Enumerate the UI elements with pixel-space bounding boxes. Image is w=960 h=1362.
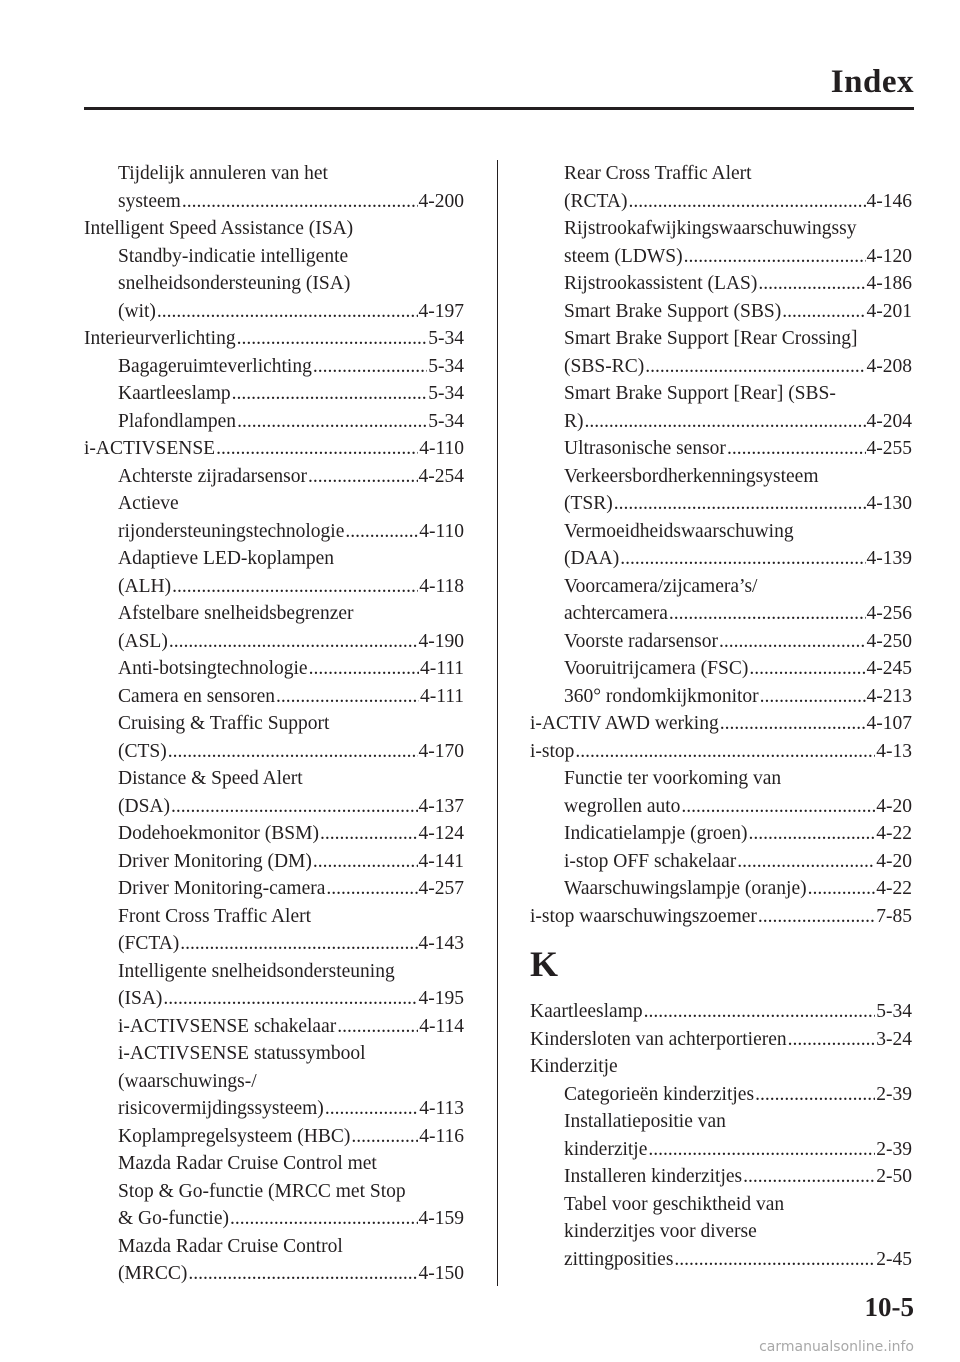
index-subentry [84, 353, 464, 381]
page-reference: 4-200 [418, 190, 464, 212]
page-reference: 4-22 [876, 878, 912, 899]
entry-text: Afstelbare snelheidsbegrenzer [118, 603, 354, 624]
entry-text: Mazda Radar Cruise Control [118, 1235, 343, 1257]
watermark: carmanualsonline.info [759, 1339, 914, 1355]
page-reference: 4-120 [866, 245, 912, 267]
dot-leader [737, 848, 875, 876]
dot-leader [628, 188, 865, 216]
page-number: 10-5 [864, 1292, 914, 1322]
dot-leader [575, 738, 875, 766]
page-reference: 5-34 [876, 1001, 912, 1022]
entry-text: Waarschuwingslampje (oranje) [564, 878, 807, 899]
entry-text: i-stop OFF schakelaar [564, 850, 737, 872]
entry-text: achtercamera [564, 603, 668, 624]
entry-text: i-stop waarschuwingszoemer [530, 905, 757, 927]
index-subentry [84, 930, 464, 958]
index-subentry [530, 408, 912, 436]
entry-text: i-ACTIVSENSE statussymbool [118, 1043, 366, 1064]
entry-text: Voorcamera/zijcamera’s/ [564, 575, 758, 597]
page-reference: 4-256 [866, 603, 912, 624]
index-subentry [530, 765, 912, 793]
page-reference: 5-34 [428, 355, 464, 377]
index-entry [84, 215, 464, 243]
index-subentry [84, 738, 464, 766]
page-reference: 7-85 [876, 905, 912, 927]
index-subentry [530, 298, 912, 326]
index-subentry [84, 765, 464, 793]
index-subentry [530, 188, 912, 216]
index-subentry [530, 463, 912, 491]
dot-leader [276, 683, 419, 711]
index-subentry [530, 628, 912, 656]
entry-text: Mazda Radar Cruise Control met [118, 1153, 377, 1174]
page-reference: 4-114 [419, 1015, 464, 1037]
dot-leader [171, 793, 418, 821]
dot-leader [644, 998, 876, 1026]
index-entry [530, 710, 912, 738]
index-subentry [84, 1260, 464, 1288]
page-reference: 4-159 [418, 1208, 464, 1229]
entry-text: Functie ter voorkoming van [564, 768, 782, 789]
index-subentry [84, 710, 464, 738]
entry-text: 360° rondomkijkmonitor [564, 685, 759, 707]
dot-leader [180, 930, 417, 958]
page-reference: 4-118 [419, 575, 464, 597]
entry-text: snelheidsondersteuning (ISA) [118, 273, 351, 294]
index-subentry [84, 1233, 464, 1261]
entry-text: Installeren kinderzitjes [564, 1166, 743, 1187]
dot-leader [620, 545, 865, 573]
page-reference: 4-20 [876, 850, 912, 872]
entry-text: Smart Brake Support (SBS) [564, 300, 782, 322]
page-reference: 4-141 [418, 850, 464, 872]
page-reference: 4-111 [419, 658, 464, 679]
index-subentry [530, 325, 912, 353]
entry-text: wegrollen auto [564, 795, 681, 817]
page-reference: 4-250 [866, 630, 912, 652]
dot-leader [788, 1026, 876, 1054]
index-entry [530, 998, 912, 1026]
entry-text: Plafondlampen [118, 410, 237, 432]
page-reference: 5-34 [428, 410, 464, 432]
dot-leader [755, 1081, 875, 1109]
entry-text: Kinderzitje [530, 1056, 618, 1077]
index-subentry [84, 270, 464, 298]
page-reference: 4-130 [866, 493, 912, 514]
dot-leader [674, 1246, 875, 1274]
page-reference: 4-208 [866, 355, 912, 377]
index-subentry [84, 793, 464, 821]
index-subentry [84, 380, 464, 408]
page-reference: 4-190 [418, 630, 464, 652]
dot-leader [313, 353, 427, 381]
index-subentry [84, 518, 464, 546]
entry-text: Installatiepositie van [564, 1111, 726, 1132]
entry-text: Rear Cross Traffic Alert [564, 163, 752, 184]
page-reference: 4-124 [418, 823, 464, 844]
column-divider [497, 160, 498, 1286]
entry-text: Kaartleeslamp [118, 383, 231, 404]
entry-text: Camera en sensoren [118, 685, 276, 707]
page-reference: 4-146 [866, 190, 912, 212]
entry-text: (FCTA) [118, 933, 180, 954]
index-subentry [84, 1150, 464, 1178]
entry-text: Distance & Speed Alert [118, 768, 303, 789]
page-reference: 4-111 [419, 685, 464, 707]
page-reference: 4-195 [418, 988, 464, 1009]
dot-leader [758, 270, 865, 298]
dot-leader [237, 325, 428, 353]
page-reference: 3-24 [876, 1028, 912, 1050]
page-reference: 4-13 [876, 740, 912, 762]
entry-text: Ultrasonische sensor [564, 438, 726, 459]
index-group-i-continued [530, 160, 912, 930]
page-reference: 2-39 [876, 1083, 912, 1105]
index-subentry [530, 1108, 912, 1136]
entry-text: Front Cross Traffic Alert [118, 905, 312, 927]
entry-text: Standby-indicatie intelligente [118, 245, 349, 267]
page-reference: 5-34 [428, 383, 464, 404]
entry-text: R) [564, 410, 584, 432]
entry-text: systeem [118, 190, 181, 212]
page-reference: 4-197 [418, 300, 464, 322]
index-subentry [530, 270, 912, 298]
entry-text: i-ACTIV AWD werking [530, 713, 719, 734]
index-subentry [84, 903, 464, 931]
page-reference: 4-22 [876, 823, 912, 844]
dot-leader [232, 380, 428, 408]
entry-text: Anti-botsingtechnologie [118, 658, 308, 679]
dot-leader [182, 188, 418, 216]
header-rule [84, 107, 914, 110]
entry-text: (wit) [118, 300, 156, 322]
entry-text: i-ACTIVSENSE schakelaar [118, 1015, 337, 1037]
entry-text: Achterste zijradarsensor [118, 465, 307, 487]
index-subentry [84, 1040, 464, 1068]
index-subentry [530, 1191, 912, 1219]
entry-text: steem (LDWS) [564, 245, 683, 267]
entry-text: (ISA) [118, 988, 163, 1009]
index-subentry [530, 655, 912, 683]
entry-text: (DSA) [118, 795, 170, 817]
index-subentry [530, 215, 912, 243]
entry-text: kinderzitjes voor diverse [564, 1221, 757, 1242]
dot-leader [808, 875, 876, 903]
index-column-left [84, 160, 464, 1288]
section-letter: K [530, 944, 559, 984]
entry-text: Indicatielampje (groen) [564, 823, 748, 844]
index-subentry [530, 683, 912, 711]
index-subentry [84, 545, 464, 573]
page-reference: 4-113 [419, 1098, 464, 1119]
entry-text: Adaptieve LED-koplampen [118, 548, 335, 569]
entry-text: Driver Monitoring-camera [118, 878, 326, 899]
entry-text: (RCTA) [564, 190, 628, 212]
page-reference: 4-204 [866, 410, 912, 432]
entry-text: zittingposities [564, 1248, 674, 1270]
index-subentry [84, 160, 464, 188]
index-entry [530, 1053, 912, 1081]
index-subentry [84, 628, 464, 656]
entry-text: Tijdelijk annuleren van het [118, 163, 328, 184]
index-subentry [84, 490, 464, 518]
index-subentry [530, 820, 912, 848]
page-reference: 4-107 [866, 713, 912, 734]
entry-text: Tabel voor geschiktheid van [564, 1193, 785, 1215]
dot-leader [230, 1205, 417, 1233]
entry-text: i-ACTIVSENSE [84, 438, 216, 459]
entry-text: (CTS) [118, 740, 167, 762]
dot-leader [648, 1136, 875, 1164]
entry-text: (DAA) [564, 548, 620, 569]
dot-leader [758, 903, 875, 931]
entry-text: Categorieën kinderzitjes [564, 1083, 755, 1105]
entry-text: (ASL) [118, 630, 168, 652]
index-entry [84, 325, 464, 353]
dot-leader [669, 600, 866, 628]
page-reference: 4-110 [419, 520, 464, 542]
index-subentry [530, 545, 912, 573]
index-subentry [84, 1205, 464, 1233]
index-subentry [530, 518, 912, 546]
page-reference: 2-39 [876, 1138, 912, 1160]
entry-text: Voorste radarsensor [564, 630, 718, 652]
index-subentry [84, 875, 464, 903]
index-subentry [84, 958, 464, 986]
dot-leader [326, 875, 417, 903]
page-reference: 4-170 [418, 740, 464, 762]
index-subentry [530, 1136, 912, 1164]
index-subentry [84, 573, 464, 601]
index-subentry [84, 1013, 464, 1041]
entry-text: Bagageruimteverlichting [118, 355, 312, 377]
index-entry [530, 903, 912, 931]
dot-leader [169, 628, 418, 656]
page-reference: 4-213 [866, 685, 912, 707]
dot-leader [760, 683, 866, 711]
index-subentry [84, 243, 464, 271]
dot-leader [309, 655, 419, 683]
index-subentry [530, 160, 912, 188]
index-subentry [84, 820, 464, 848]
index-subentry [530, 435, 912, 463]
index-entry [84, 435, 464, 463]
index-subentry [530, 875, 912, 903]
entry-text: (waarschuwings-/ [118, 1070, 257, 1092]
page-reference: 4-139 [866, 548, 912, 569]
page-reference: 5-34 [428, 328, 464, 349]
dot-leader [727, 435, 866, 463]
page-reference: 4-257 [418, 878, 464, 899]
page-reference: 4-186 [866, 273, 912, 294]
index-subentry [84, 1123, 464, 1151]
dot-leader [351, 1123, 418, 1151]
dot-leader [337, 1013, 418, 1041]
page-reference: 4-255 [866, 438, 912, 459]
index-subentry [84, 1095, 464, 1123]
index-subentry [84, 683, 464, 711]
dot-leader [749, 820, 876, 848]
entry-text: kinderzitje [564, 1138, 648, 1160]
index-subentry [84, 298, 464, 326]
dot-leader [614, 490, 866, 518]
dot-leader [308, 463, 418, 491]
index-subentry [530, 600, 912, 628]
dot-leader [719, 628, 866, 656]
dot-leader [585, 408, 866, 436]
entry-text: Intelligente snelheidsondersteuning [118, 960, 395, 982]
entry-text: Verkeersbordherkenningsysteem [564, 465, 819, 487]
dot-leader [168, 738, 418, 766]
index-subentry [84, 1178, 464, 1206]
entry-text: Dodehoekmonitor (BSM) [118, 823, 319, 844]
dot-leader [325, 1095, 418, 1123]
entry-text: (SBS-RC) [564, 355, 645, 377]
entry-text: Driver Monitoring (DM) [118, 850, 312, 872]
entry-text: (TSR) [564, 493, 613, 514]
dot-leader [345, 518, 418, 546]
entry-text: Koplampregelsysteem (HBC) [118, 1125, 351, 1147]
page-reference: 4-201 [866, 300, 912, 322]
entry-text: Stop & Go-functie (MRCC met Stop [118, 1180, 406, 1202]
dot-leader [237, 408, 427, 436]
entry-text: Actieve [118, 493, 179, 514]
index-entry [530, 738, 912, 766]
dot-leader [681, 793, 875, 821]
page-reference: 4-254 [418, 465, 464, 487]
page-reference: 4-137 [418, 795, 464, 817]
entry-text: rijondersteuningstechnologie [118, 520, 345, 542]
entry-text: Interieurverlichting [84, 328, 236, 349]
dot-leader [684, 243, 866, 271]
page-reference: 4-150 [418, 1263, 464, 1284]
index-subentry [530, 848, 912, 876]
entry-text: (ALH) [118, 575, 172, 597]
entry-text: Rijstrookafwijkingswaarschuwingssy [564, 218, 857, 239]
dot-leader [720, 710, 866, 738]
entry-text: Smart Brake Support [Rear] (SBS- [564, 383, 836, 404]
index-subentry [84, 985, 464, 1013]
dot-leader [216, 435, 418, 463]
entry-text: (MRCC) [118, 1263, 188, 1284]
page-reference: 4-245 [866, 658, 912, 679]
dot-leader [163, 985, 417, 1013]
entry-text: i-stop [530, 740, 575, 762]
entry-text: Cruising & Traffic Support [118, 713, 330, 734]
index-subentry [84, 1068, 464, 1096]
index-subentry [530, 243, 912, 271]
dot-leader [157, 298, 418, 326]
entry-text: Vermoeidheidswaarschuwing [564, 520, 794, 542]
index-subentry [530, 1081, 912, 1109]
dot-leader [188, 1260, 417, 1288]
index-subentry [84, 408, 464, 436]
index-subentry [530, 1246, 912, 1274]
dot-leader [172, 573, 418, 601]
dot-leader [749, 655, 865, 683]
index-subentry [530, 573, 912, 601]
page-title: Index [830, 64, 914, 100]
index-subentry [84, 188, 464, 216]
entry-text: Intelligent Speed Assistance (ISA) [84, 218, 354, 239]
index-subentry [84, 655, 464, 683]
index-subentry [84, 600, 464, 628]
dot-leader [313, 848, 418, 876]
page-reference: 4-143 [418, 933, 464, 954]
entry-text: Smart Brake Support [Rear Crossing] [564, 328, 858, 349]
dot-leader [645, 353, 865, 381]
entry-text: Kindersloten van achterportieren [530, 1028, 787, 1050]
index-column-right [530, 160, 912, 1273]
index-subentry [530, 490, 912, 518]
index-subentry [530, 1218, 912, 1246]
entry-text: & Go-functie) [118, 1208, 230, 1229]
index-subentry [530, 793, 912, 821]
entry-text: Kaartleeslamp [530, 1001, 643, 1022]
index-subentry [530, 1163, 912, 1191]
index-group-k [530, 998, 912, 1273]
entry-text: Vooruitrijcamera (FSC) [564, 658, 749, 679]
entry-text: Rijstrookassistent (LAS) [564, 273, 758, 294]
index-subentry [84, 463, 464, 491]
page-reference: 4-20 [876, 795, 912, 817]
page-reference: 4-116 [419, 1125, 464, 1147]
index-subentry [84, 848, 464, 876]
index-entry [530, 1026, 912, 1054]
index-subentry [530, 380, 912, 408]
dot-leader [743, 1163, 875, 1191]
entry-text: risicovermijdingssysteem) [118, 1098, 324, 1119]
index-subentry [530, 353, 912, 381]
page-reference: 4-110 [419, 438, 464, 459]
dot-leader [782, 298, 865, 326]
dot-leader [320, 820, 418, 848]
page-reference: 2-50 [876, 1166, 912, 1187]
page-reference: 2-45 [876, 1248, 912, 1270]
